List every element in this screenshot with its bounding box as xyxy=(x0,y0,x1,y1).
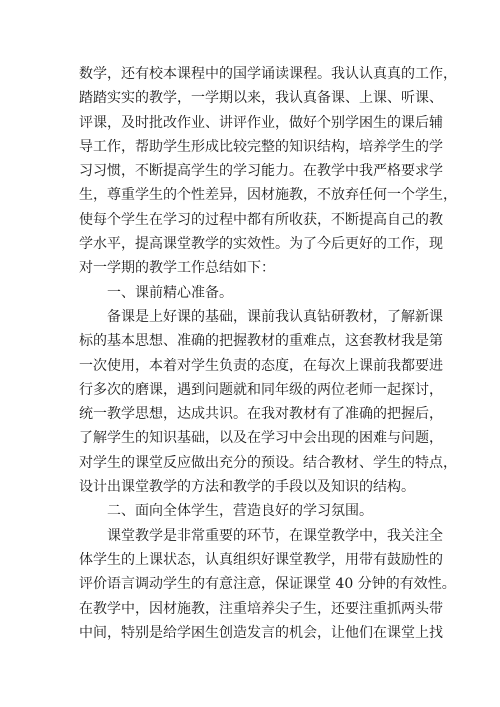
text-line: 数学，还有校本课程中的国学诵读课程。我认认真真的工作， xyxy=(79,66,457,82)
text-line: 生，尊重学生的个性差异，因材施教，不放弃任何一个学生， xyxy=(79,187,457,204)
text-line: 了解学生的知识基础，以及在学习中会出现的困难与问题， xyxy=(79,430,443,447)
text-line: 统一教学思想，达成共识。在我对教材有了准确的把握后， xyxy=(79,406,443,423)
text-line: 备课是上好课的基础，课前我认真钻研教材，了解新课 xyxy=(79,308,443,325)
text-line: 行多次的磨课，遇到问题就和同年级的两位老师一起探讨， xyxy=(79,381,443,398)
text-line: 体学生的上课状态，认真组织好课堂教学，用带有鼓励性的 xyxy=(79,551,443,568)
text-line: 学水平，提高课堂教学的实效性。为了今后更好的工作，现 xyxy=(79,236,443,253)
section-heading: 一、课前精心准备。 xyxy=(79,284,233,301)
document-body xyxy=(79,62,457,645)
text-line: 课堂教学是非常重要的环节，在课堂教学中，我关注全 xyxy=(79,527,443,544)
text-line: 标的基本思想、准确的把握教材的重难点，这套教材我是第 xyxy=(79,333,443,350)
text-line: 一次使用，本着对学生负责的态度，在每次上课前我都要进 xyxy=(79,357,443,374)
text-line: 踏踏实实的教学，一学期以来，我认真备课、上课、听课、 xyxy=(79,90,443,107)
text-line: 设计出课堂教学的方法和教学的手段以及知识的结构。 xyxy=(79,479,415,496)
text-line: 在教学中，因材施教，注重培养尖子生，还要注重抓两头带 xyxy=(79,600,443,617)
text-line: 习习惯，不断提高学生的学习能力。在教学中我严格要求学 xyxy=(79,163,443,180)
text-line: 评课，及时批改作业、讲评作业，做好个别学困生的课后辅 xyxy=(79,114,443,131)
text-line: 对一学期的教学工作总结如下： xyxy=(79,260,275,277)
text-line: 中间，特别是给学困生创造发言的机会，让他们在课堂上找 xyxy=(79,624,443,641)
section-heading: 二、面向全体学生，营造良好的学习氛围。 xyxy=(79,503,373,520)
text-line: 评价语言调动学生的有意注意，保证课堂 40 分钟的有效性。 xyxy=(79,576,456,593)
text-line: 导工作，帮助学生形成比较完整的知识结构，培养学生的学 xyxy=(79,138,443,155)
text-line: 对学生的课堂反应做出充分的预设。结合教材、学生的特点， xyxy=(79,454,457,471)
text-line: 使每个学生在学习的过程中都有所收获，不断提高自己的教 xyxy=(79,211,443,228)
